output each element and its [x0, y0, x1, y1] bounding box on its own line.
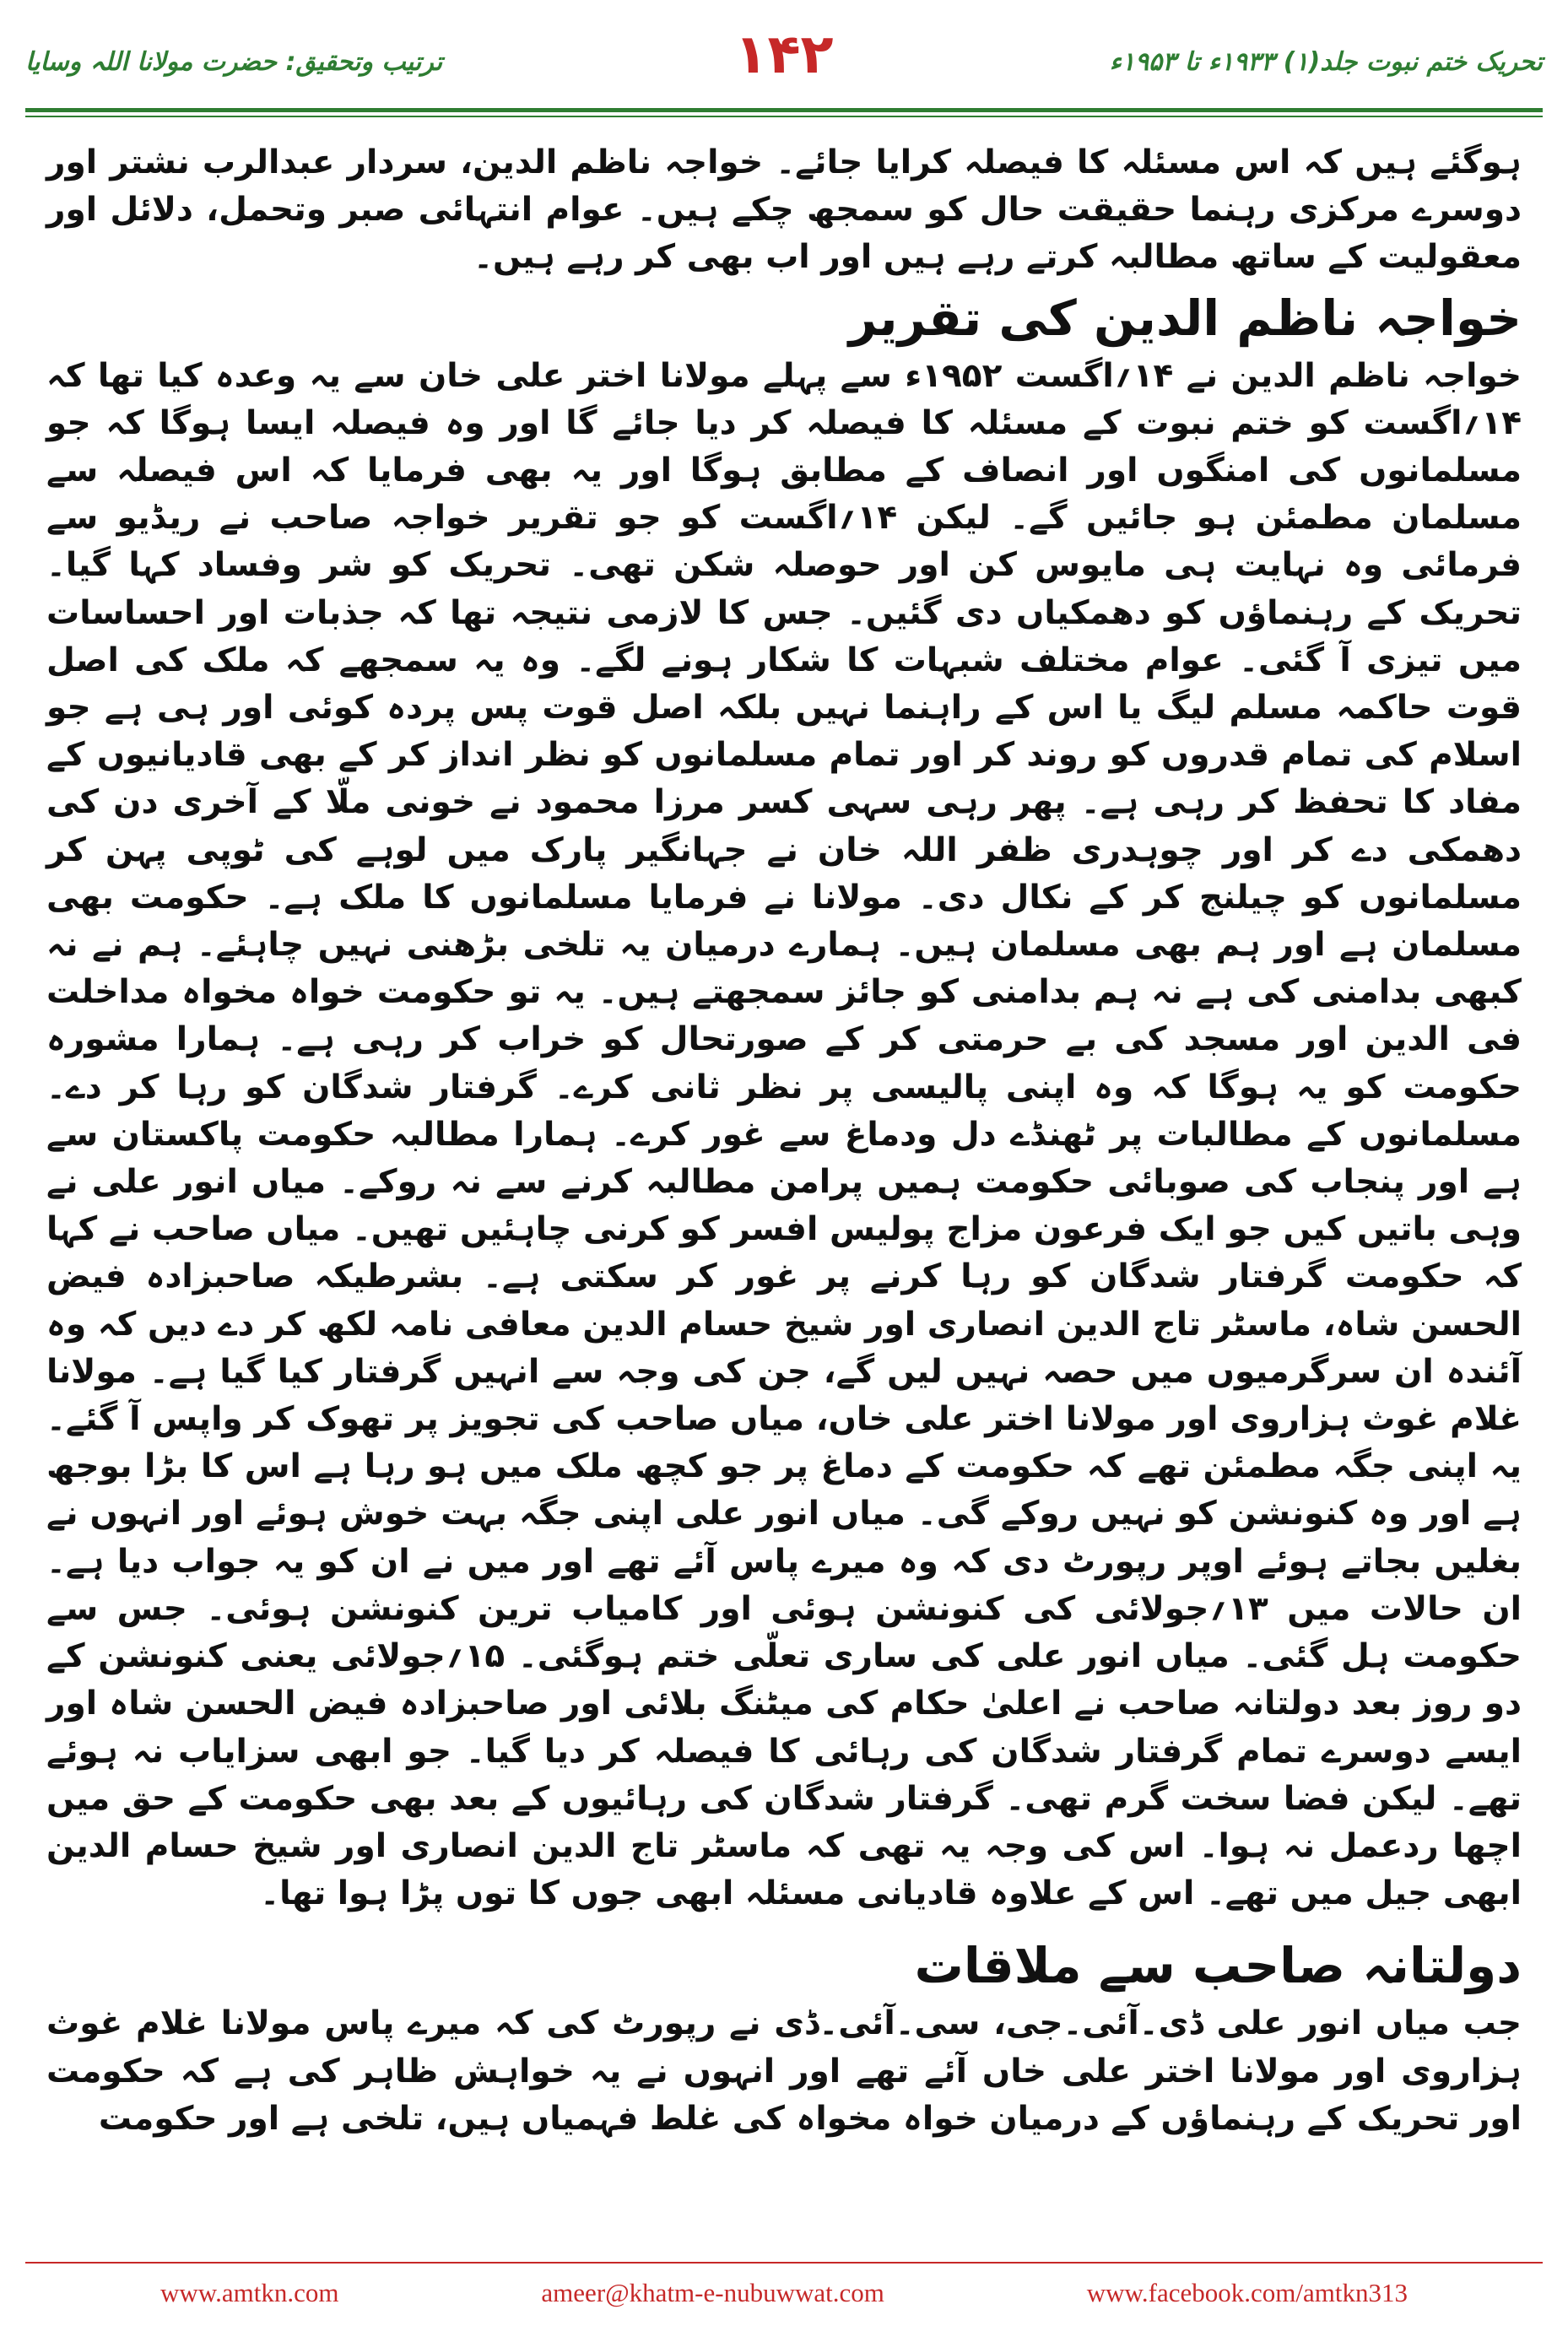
- header-divider: [25, 108, 1543, 117]
- page-body: [46, 139, 1522, 2143]
- page-number: ۱۴۲: [734, 24, 834, 86]
- intro-paragraph: ہوگئے ہیں کہ اس مسئلہ کا فیصلہ کرایا جائے۔ خواجہ ناظم الدین، سردار عبدالرب نشتر اور دوسرے مرکزی رہنما حقیقت حال کو سمجھ چکے ہیں۔ عوام انتہائی صبر وتحمل، دلائل اور معقولیت کے ساتھ مطالبہ کرتے رہے ہیں اور اب بھی کر رہے ہیں۔: [46, 143, 1522, 277]
- website-link[interactable]: www.amtkn.com: [160, 2278, 339, 2307]
- facebook-link[interactable]: www.facebook.com/amtkn313: [1086, 2278, 1408, 2307]
- section-heading-meeting: دولتانہ صاحب سے ملاقات: [914, 1937, 1522, 1995]
- book-title: تحریک ختم نبوت جلد(۱) ۱۹۳۳ء تا ۱۹۵۳ء: [1109, 46, 1543, 77]
- footer-divider: [25, 2262, 1543, 2264]
- page-header: [25, 15, 1543, 108]
- email-link[interactable]: ameer@khatm-e-nubuwwat.com: [541, 2278, 884, 2307]
- section-heading-speech: خواجہ ناظم الدین کی تقریر: [848, 289, 1522, 347]
- compiler-credit: ترتیب وتحقیق: حضرت مولانا اللہ وسایا: [25, 46, 443, 77]
- meeting-paragraph: جب میاں انور علی ڈی۔آئی۔جی، سی۔آئی۔ڈی نے رپورٹ کی کہ میرے پاس مولانا غلام غوث ہزاروی اور مولانا اختر علی خاں آئے تھے اور انہوں نے یہ خواہش ظاہر کی ہے کہ حکومت اور تحریک کے رہنماؤں کے درمیان خواہ مخواہ کی غلط فہمیاں ہیں، تلخی ہے اور حکومت: [46, 2004, 1522, 2138]
- page-footer: [25, 2272, 1543, 2314]
- speech-paragraph: خواجہ ناظم الدین نے ۱۴؍اگست ۱۹۵۲ء سے پہلے مولانا اختر علی خان سے یہ وعدہ کیا تھا کہ ۱۴؍اگست کو ختم نبوت کے مسئلہ کا فیصلہ کر دیا جائے گا اور وہ فیصلہ ایسا ہوگا کہ جو مسلمانوں کی امنگوں اور انصاف کے مطابق ہوگا اور یہ بھی فرمایا کہ اس فیصلہ سے مسلمان مطمئن ہو جائیں گے۔ لیکن ۱۴؍اگست کو جو تقریر خواجہ صاحب نے ریڈیو سے فرمائی وہ نہایت ہی مایوس کن اور حوصلہ شکن تھی۔ تحریک کو شر وفساد کہا گیا۔ تحریک کے رہنماؤں کو دھمکیاں دی گئیں۔ جس کا لازمی نتیجہ تھا کہ جذبات اور احساسات میں تیزی آ گئی۔ عوام مختلف شبہات کا شکار ہونے لگے۔ وہ یہ سمجھے کہ ملک کی اصل قوت حاکمہ مسلم لیگ یا اس کے راہنما نہیں بلکہ اصل قوت پس پردہ کوئی اور ہی ہے جو اسلام کی تمام قدروں کو روند کر اور تمام مسلمانوں کو نظر انداز کر کے بھی قادیانیوں کے مفاد کا تحفظ کر رہی ہے۔ پھر رہی سہی کسر مرزا محمود نے خونی ملّا کے آخری دن کی دھمکی دے کر اور چوہدری ظفر اللہ خان نے جہانگیر پارک میں لوہے کی ٹوپی پہن کر مسلمانوں کو چیلنج کر کے نکال دی۔ مولانا نے فرمایا مسلمانوں کا ملک ہے۔ حکومت بھی مسلمان ہے اور ہم بھی مسلمان ہیں۔ ہمارے درمیان یہ تلخی بڑھنی نہیں چاہئے۔ ہم نے نہ کبھی بدامنی کی ہے نہ ہم بدامنی کو جائز سمجھتے ہیں۔ یہ تو حکومت خواہ مخواہ مداخلت فی الدین اور مسجد کی بے حرمتی کر کے صورتحال کو خراب کر رہی ہے۔ ہمارا مشورہ حکومت کو یہ ہوگا کہ وہ اپنی پالیسی پر نظر ثانی کرے۔ گرفتار شدگان کو رہا کر دے۔ مسلمانوں کے مطالبات پر ٹھنڈے دل ودماغ سے غور کرے۔ ہمارا مطالبہ حکومت پاکستان سے ہے اور پنجاب کی صوبائی حکومت ہمیں پرامن مطالبہ کرنے سے نہ روکے۔ میاں انور علی نے وہی باتیں کیں جو ایک فرعون مزاج پولیس افسر کو کرنی چاہئیں تھیں۔ میاں صاحب نے کہا کہ حکومت گرفتار شدگان کو رہا کرنے پر غور کر سکتی ہے۔ بشرطیکہ صاحبزادہ فیض الحسن شاہ، ماسٹر تاج الدین انصاری اور شیخ حسام الدین معافی نامہ لکھ کر دے دیں کہ وہ آئندہ ان سرگرمیوں میں حصہ نہیں لیں گے، جن کی وجہ سے انہیں گرفتار کیا گیا ہے۔ مولانا غلام غوث ہزاروی اور مولانا اختر علی خاں، میاں صاحب کی تجویز پر تھوک کر واپس آ گئے۔ یہ اپنی جگہ مطمئن تھے کہ حکومت کے دماغ پر جو کچھ ملک میں ہو رہا ہے اس کا بڑا بوجھ ہے اور وہ کنونشن کو نہیں روکے گی۔ میاں انور علی اپنی جگہ بہت خوش ہوئے اور انہوں نے بغلیں بجاتے ہوئے اوپر رپورٹ دی کہ وہ میرے پاس آئے تھے اور میں نے ان کو یہ جواب دیا ہے۔ ان حالات میں ۱۳؍جولائی کی کنونشن ہوئی اور کامیاب ترین کنونشن ہوئی۔ جس سے حکومت ہل گئی۔ میاں انور علی کی ساری تعلّی ختم ہوگئی۔ ۱۵؍جولائی یعنی کنونشن کے دو روز بعد دولتانہ صاحب نے اعلیٰ حکام کی میٹنگ بلائی اور صاحبزادہ فیض الحسن شاہ اور ایسے دوسرے تمام گرفتار شدگان کی رہائی کا فیصلہ کر دیا گیا۔ جو ابھی سزایاب نہ ہوئے تھے۔ لیکن فضا سخت گرم تھی۔ گرفتار شدگان کی رہائیوں کے بعد بھی حکومت کے حق میں اچھا ردعمل نہ ہوا۔ اس کی وجہ یہ تھی کہ ماسٹر تاج الدین انصاری اور شیخ حسام الدین ابھی جیل میں تھے۔ اس کے علاوہ قادیانی مسئلہ ابھی جوں کا توں پڑا ہوا تھا۔: [46, 356, 1522, 1913]
